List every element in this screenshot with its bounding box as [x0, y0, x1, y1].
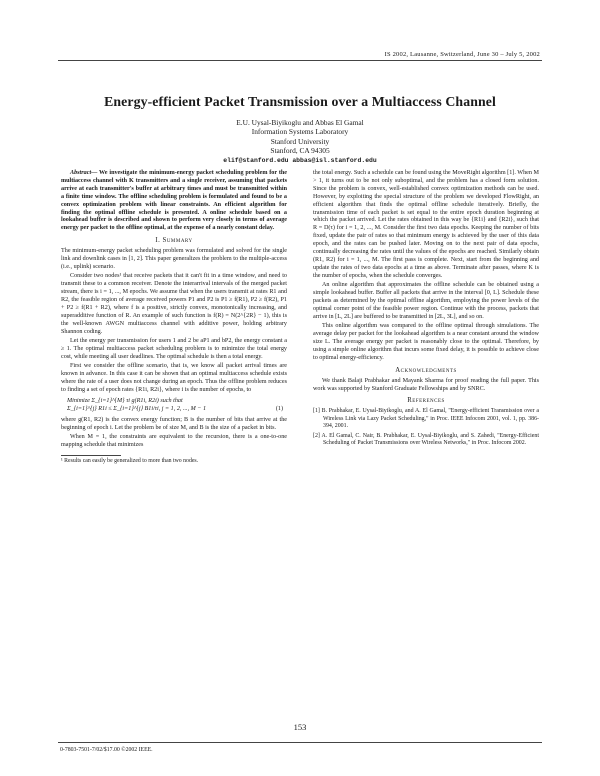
- right-paragraph-2: An online algorithm that approximates the offline schedule can be obtained using a simple lookahead buffer. Buffer all packets that arrive in the interval [0, L]. Schedule these packets as determined by the optimal offline algorithm, employing the power levels of the optimal corner point of the feasible power region. Continue with the process, packets that arrive in [L, 2L] are buffered to be transmitted in [2L, 3L], and so on.: [313, 282, 539, 320]
- author-emails: elif@stanford.edu abbas@isl.stanford.edu: [223, 156, 377, 164]
- acknowledgments-heading: Acknowledgments: [395, 366, 457, 374]
- author-names: E.U. Uysal-Biyikoglu and Abbas El Gamal: [236, 118, 364, 127]
- summary-paragraph-2: Consider two nodes¹ that receive packets that it can't fit in a time window, and need to transmit these to a common receiver. Denote the interarrival intervals of the merged packet stream, there is i = 1, ..., M epochs. We assume that when the users transmit at rates R1 and R2, the feasible region of average received powers P1 and P2 is P1 ≥ f(R1), P2 ≥ f(R2), P1 + P2 ≥ f(R1 + R2), where f is a positive, strictly convex, monotonically increasing, and superadditive function of R. An example of such function is f(R) = N(2^{2R} − 1), this is the well-known AWGN multiaccess channel with additive power, holding arbitrary Shannon coding.: [61, 273, 287, 335]
- abstract-label: Abstract: [70, 170, 92, 176]
- summary-paragraph-6: When M = 1, the constraints are equivalent to the recursion, there is a one-to-one mapping schedule that minimizes: [61, 434, 287, 448]
- references-heading: References: [407, 397, 445, 405]
- abstract-text: — We investigate the minimum-energy packet scheduling problem for the multiaccess channel with K transmitters and a single receiver, assuming that packets arrive at each transmitter's buffer at arbitrary times and must be transmitted within a finite time window. The offline scheduling problem is formulated and found to be a convex optimization problem with linear constraints. An efficient algorithm for finding the optimal offline schedule is presented. A online schedule based on a lookahead buffer is described and shown to perform very closely in terms of average energy per packet to the offline optimal, at the expense of a nearly constant delay.: [61, 170, 287, 232]
- right-paragraph-3: This online algorithm was compared to the offline optimal through simulations. The average delay per packet for the lookahead algorithm is a near constant around the window size L. The average energy per packet is reasonably close to the optimal. Therefore, by using a simple online algorithm that incurs some fixed delay, it is possible to achieve close to optimal energy-efficiency.: [313, 323, 539, 361]
- summary-paragraph-1: The minimum-energy packet scheduling problem was formulated and solved for the single link and downlink cases in [1, 2]. This paper generalizes the problem to the multiple-access (i.e., uplink) scenario.: [61, 248, 287, 270]
- right-paragraph-1: the total energy. Such a schedule can be found using the MoveRight algorithm [1]. When M > 1, it turns out to be not only suboptimal, and the problem has a closed form solution. Since the problem is convex, well-established convex optimization methods can be used. However, by exploiting the special structure of the problem we developed FlowRight, an efficient algorithm that finds the optimal offline schedule iteratively. Briefly, the transmission time of each packet is set equal to the entire epoch duration beginning at which the packet arrived. Let the rates obtained in this way be {R1i} and {R2i}, such that R = D(τ) for i = 1, 2, ..., M. Consider the first two data epochs. Keeping the number of bits fixed, update the pair of rates so that minimum energy is achieved by the user of this data epoch, and the rates can be pushed later. Moving on to the next pair of data epochs, continually decreasing the rates until the values of the epochs are reached. Similarly obtain (R1, R2) for i = 1, ..., M. The first pass is complete. Next, start from the beginning and update the rates of two data epochs at a time as above. Terminate after passes, where K is the number of epochs, when the schedule converges.: [313, 170, 539, 279]
- left-column: [61, 170, 287, 465]
- conference-header: IS 2002, Lausanne, Switzerland, June 30 – July 5, 2002: [384, 51, 540, 58]
- acknowledgments-text: We thank Balaji Prabhakar and Mayank Sharma for proof reading the full paper. This work was supported by Stanford Graduate Fellowships and by SNRC.: [313, 377, 539, 392]
- summary-paragraph-5: where g(R1, R2) is the convex energy function; B is the number of bits that arrive at the beginning of epoch i. Let the problem be of size M, and B is the size of a packet in bits.: [61, 416, 287, 431]
- footnote-rule: [61, 455, 121, 456]
- reference-item: [1] B. Prabhakar, E. Uysal-Biyikoglu, and A. El Gamal, "Energy-efficient Transmission over a Wireless Link via Lazy Packet Scheduling," in Proc. IEEE Infocom 2001, vol. 1, pp. 386-394, 2001.: [313, 408, 539, 429]
- header-rule: [58, 60, 542, 61]
- footer-rule: [58, 742, 542, 743]
- author-location: Stanford, CA 94305: [270, 146, 330, 156]
- isbn-line: 0-7803-7501-7/02/$17.00 ©2002 IEEE.: [60, 747, 153, 753]
- equation-number: (1): [275, 405, 283, 412]
- right-column: [313, 170, 539, 450]
- abstract: [61, 170, 287, 233]
- paper-title: Energy-efficient Packet Transmission over a Multiaccess Channel: [104, 94, 496, 109]
- footnote: ¹ Results can easily be generalized to more than two nodes.: [61, 457, 199, 464]
- summary-paragraph-3: Let the energy per transmission for users 1 and 2 be aP1 and bP2, the energy constant a ≥ 1. The optimal multiaccess packet scheduling problem is to minimize the total energy cost, while meeting all user deadlines. The optimal schedule is then a total energy.: [61, 338, 287, 360]
- optimization-equation: [61, 398, 287, 414]
- author-lab: Information Systems Laboratory: [251, 127, 349, 137]
- author-block: [0, 118, 600, 165]
- summary-heading: I. Summary: [155, 237, 193, 245]
- reference-list: [313, 408, 539, 447]
- equation-constraint: Σ_{i=1}^{j} R1i ≤ Σ_{i=1}^{j} B1i/τi, j = 1, 2, ..., M − 1 (1): [67, 405, 283, 412]
- reference-item: [2] A. El Gamal, C. Nair, B. Prabhakar, E. Uysal-Biyikoglu, and S. Zahedi, "Energy-Efficient Scheduling of Packet Transmissions over Wireless Networks," in Proc. Infocom 2002.: [313, 432, 539, 447]
- equation-objective: Minimize Σ_{i=1}^{M} τi g(R1i, R2i) such that: [67, 397, 183, 404]
- page-number: 153: [293, 722, 307, 732]
- summary-paragraph-4: First we consider the offline scenario, that is, we know all packet arrival times are known in advance. In this case it can be shown that an optimal multiaccess schedule exists where the rate of a user does not change during an epoch. Thus the offline problem reduces to finding a set of epoch rates {R1i, R2i}, where i is the number of epochs, to: [61, 363, 287, 394]
- author-university: Stanford University: [270, 136, 330, 146]
